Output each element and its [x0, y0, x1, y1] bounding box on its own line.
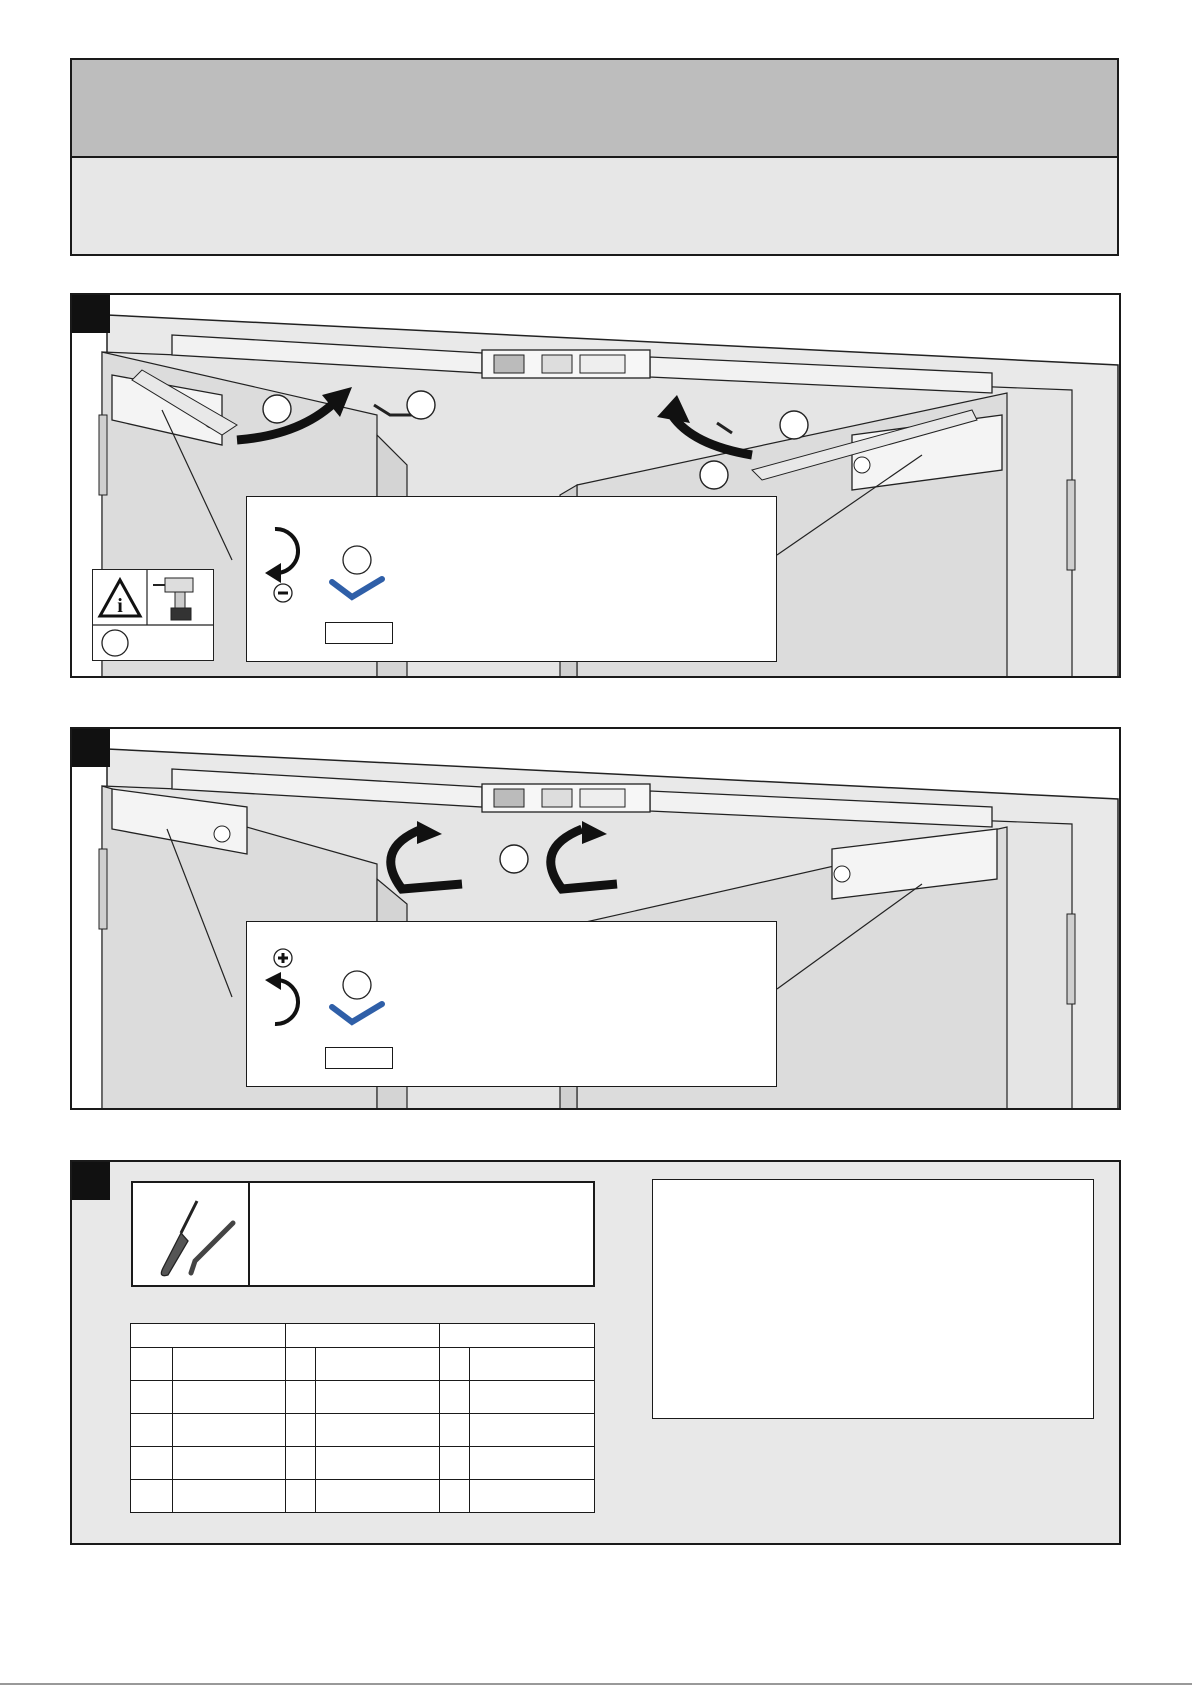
svg-text:i: i: [117, 595, 123, 617]
table-header-cell: [440, 1324, 595, 1348]
table-row: [131, 1414, 595, 1447]
rotate-cw-plus-icon: [265, 949, 298, 1024]
table-row: [131, 1381, 595, 1414]
table-row: [131, 1447, 595, 1480]
hex-key-icon: [332, 579, 382, 597]
info-warning-icon: [100, 580, 140, 617]
step-1-marker: [72, 295, 110, 333]
step-2-value-label: [325, 1047, 393, 1069]
step-1-panel: [70, 293, 1121, 678]
rotate-ccw-minus-icon: [265, 529, 298, 602]
note-box: [652, 1179, 1094, 1419]
table-row: [131, 1348, 595, 1381]
step-1-value-label: [325, 622, 393, 644]
table-header-cell: [285, 1324, 440, 1348]
hex-key-icon: [191, 1223, 233, 1273]
tools-required-box: [131, 1181, 595, 1287]
step-2-callout: [246, 921, 777, 1087]
header-title-bar: [70, 58, 1119, 158]
step-3-marker: [72, 1162, 110, 1200]
step-1-callout: [246, 496, 777, 662]
table-header-cell: [131, 1324, 286, 1348]
cordless-drill-icon: [153, 578, 193, 620]
step-2-marker: [72, 729, 110, 767]
header-subtitle-bar: [70, 156, 1119, 256]
step-2-panel: [70, 727, 1121, 1110]
tool-info-box: [92, 569, 214, 661]
table-row: [131, 1480, 595, 1513]
settings-table: [130, 1323, 595, 1513]
hex-key-icon: [332, 1004, 382, 1022]
